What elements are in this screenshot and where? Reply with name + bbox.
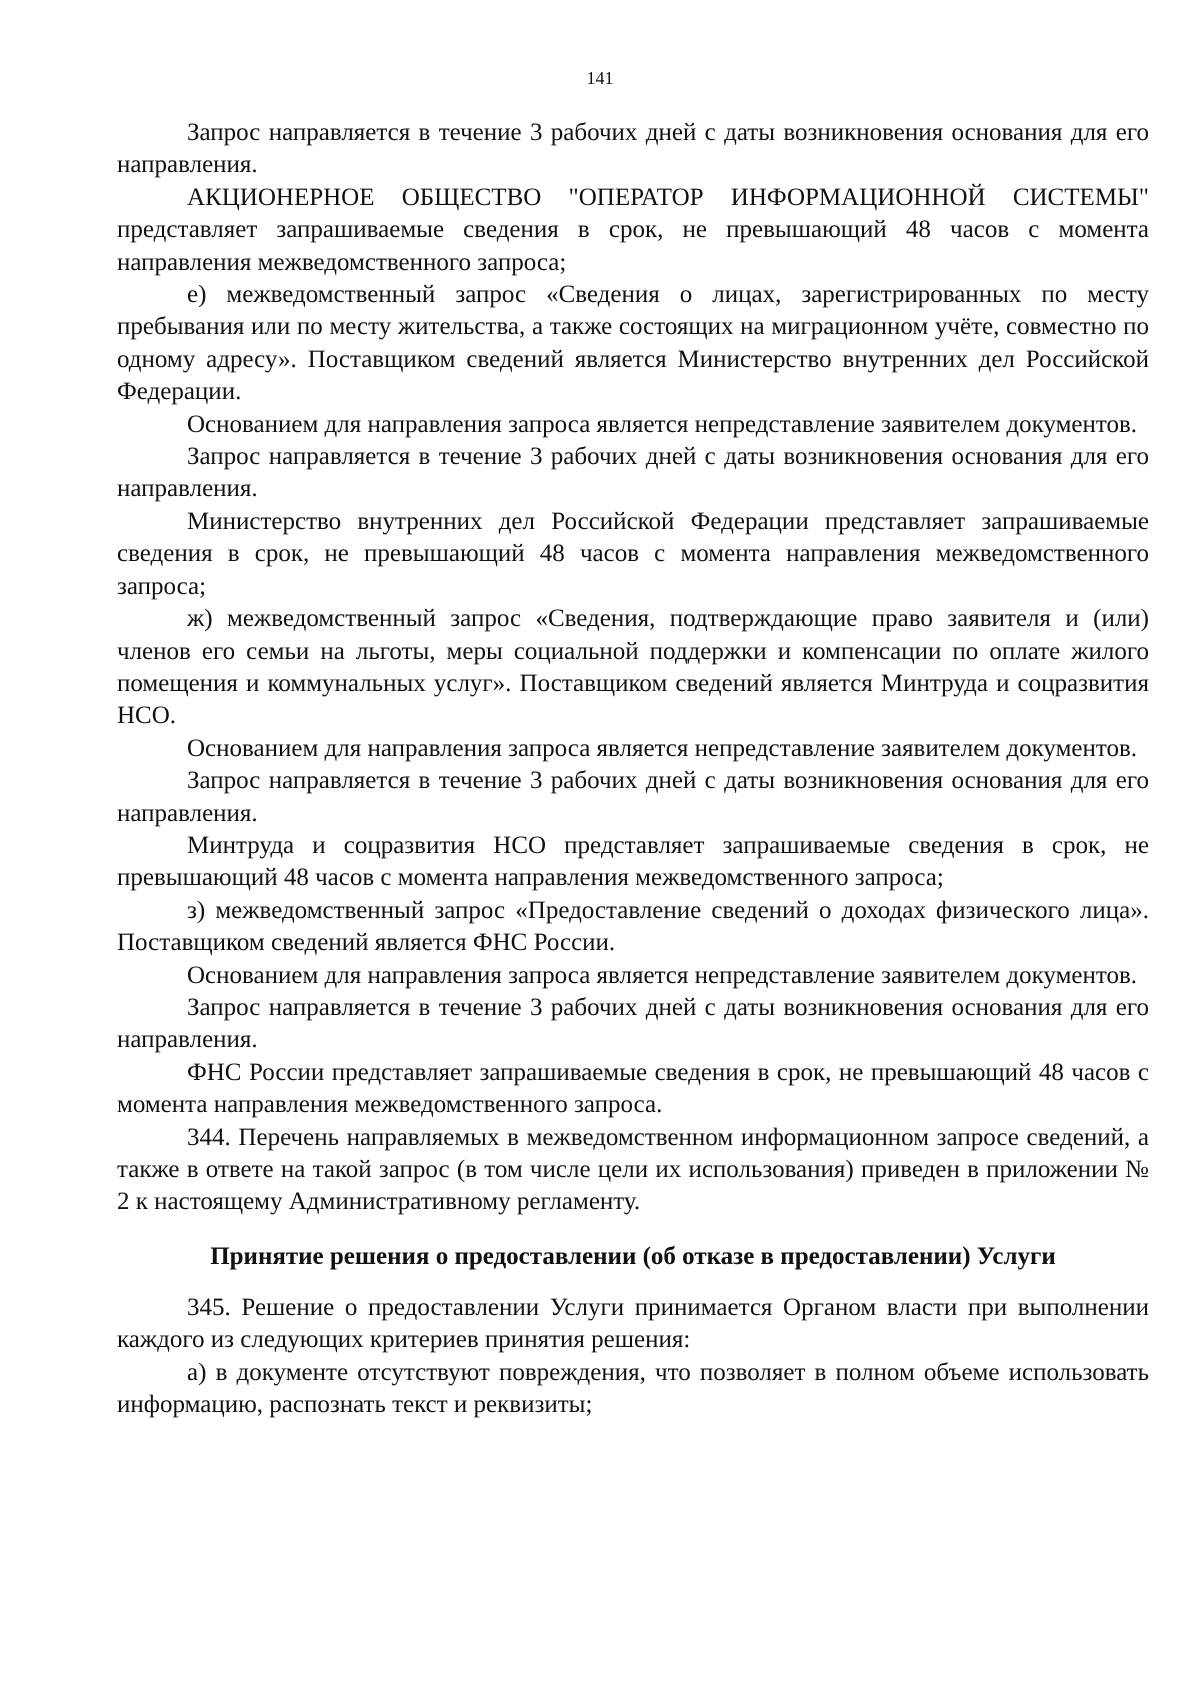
paragraph-basis: Основанием для направления запроса является непредставление заявителем документов. (187, 734, 1138, 762)
paragraph-request-deadline: Запрос направляется в течение 3 рабочих дней с даты возникновения основания для его направления. (117, 993, 1149, 1054)
section-heading: Принятие решения о предоставлении (об отказе в предоставлении) Услуги (210, 1242, 1056, 1270)
paragraph-344: 344. Перечень направляемых в межведомственном информационном запросе сведений, а также в ответе на такой запрос (в том числе цели их использования) приведен в приложении № 2 к настоящему Административному регламенту. (117, 1123, 1149, 1216)
paragraph-item-zh: ж) межведомственный запрос «Сведения, подтверждающие право заявителя и (или) членов его семьи на льготы, меры социальной поддержки и компенсации по оплате жилого помещения и коммунальных услуг». Поставщиком сведений является Минтруда и соцразвития НСО. (117, 605, 1149, 730)
paragraph-request-deadline: Запрос направляется в течение 3 рабочих дней с даты возникновения основания для его направления. (117, 767, 1149, 827)
paragraph-request-deadline: Запрос направляется в течение 3 рабочих дней с даты возникновения основания для его направления. (117, 119, 1149, 179)
paragraph-fns-response: ФНС России представляет запрашиваемые сведения в срок, не превышающий 48 часов с момента направления межведомственного запроса. (117, 1058, 1149, 1119)
page-body (117, 117, 1149, 1421)
paragraph-mvd-response: Министерство внутренних дел Российской Федерации представляет запрашиваемые сведения в срок, не превышающий 48 часов с момента направления межведомственного запроса; (117, 507, 1149, 600)
page-number: 141 (586, 68, 614, 88)
paragraph-basis: Основанием для направления запроса является непредставление заявителем документов. (187, 961, 1138, 989)
paragraph-345: 345. Решение о предоставлении Услуги принимается Органом власти при выполнении каждого из следующих критериев принятия решения: (117, 1293, 1149, 1354)
paragraph-request-deadline: Запрос направляется в течение 3 рабочих дней с даты возникновения основания для его направления. (117, 443, 1149, 503)
paragraph-item-z: з) межведомственный запрос «Предоставление сведений о доходах физического лица». Поставщиком сведений является ФНС России. (117, 896, 1149, 957)
paragraph-item-e: е) межведомственный запрос «Сведения о лицах, зарегистрированных по месту пребывания или по месту жительства, а также состоящих на миграционном учёте, совместно по одному адресу». Поставщиком сведений является Министерство внутренних дел Российской Федерации. (117, 281, 1149, 406)
paragraph-item-a: а) в документе отсутствуют повреждения, что позволяет в полном объеме использовать информацию, распознать текст и реквизиты; (117, 1358, 1149, 1419)
paragraph-basis: Основанием для направления запроса является непредставление заявителем документов. (187, 410, 1138, 438)
paragraph-operator-response: АКЦИОНЕРНОЕ ОБЩЕСТВО "ОПЕРАТОР ИНФОРМАЦИОННОЙ СИСТЕМЫ" представляет запрашиваемые сведения в срок, не превышающий 48 часов с момента направления межведомственного запроса; (117, 183, 1149, 276)
paragraph-mintrud-response: Минтруда и соцразвития НСО представляет запрашиваемые сведения в срок, не превышающий 48 часов с момента направления межведомственного запроса; (117, 831, 1149, 892)
